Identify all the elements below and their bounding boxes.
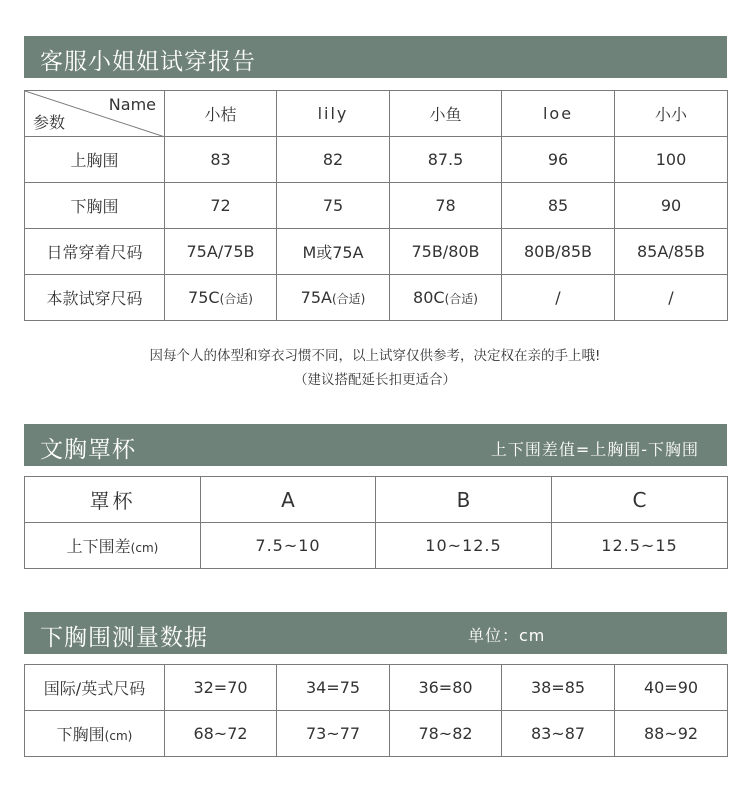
cup-formula: 上下围差值=上胸围-下胸围 [490, 440, 699, 459]
value-cell: 78 [390, 183, 502, 229]
table-row [25, 665, 728, 711]
cup-table [24, 476, 728, 569]
section-header-cup [24, 424, 727, 466]
section-header-underbust [24, 612, 727, 654]
header-name-label: Name [108, 95, 156, 114]
value-cell [277, 275, 390, 321]
value-cell: 83~87 [502, 711, 615, 757]
trial-report-table [24, 90, 728, 321]
value-cell: 87.5 [390, 137, 502, 183]
row-unit: (cm) [104, 729, 133, 743]
value-cell: 83 [165, 137, 277, 183]
table-row [25, 711, 728, 757]
value-cell: 100 [615, 137, 728, 183]
value-cell: 78~82 [390, 711, 502, 757]
diff-cell: 12.5~15 [552, 523, 728, 569]
value-cell: 40=90 [615, 665, 728, 711]
row-label-cell [25, 711, 165, 757]
value-cell: 36=80 [390, 665, 502, 711]
header-param-label: 参数 [33, 113, 66, 132]
row-label: 本款试穿尺码 [25, 275, 165, 321]
cup-cell: C [552, 477, 728, 523]
trial-note: (合适) [444, 292, 478, 306]
value-cell: 38=85 [502, 665, 615, 711]
section-title: 下胸围测量数据 [40, 625, 208, 651]
diff-unit: (cm) [130, 541, 159, 555]
row-label: 下胸围 [25, 183, 165, 229]
suggestion-note: （建议搭配延长扣更适合） [294, 372, 456, 388]
value-cell: 96 [502, 137, 615, 183]
diff-cell: 7.5~10 [201, 523, 376, 569]
trial-size: 80C [413, 288, 445, 307]
value-cell: 90 [615, 183, 728, 229]
value-cell: 75B/80B [390, 229, 502, 275]
value-cell [615, 275, 728, 321]
row-label: 下胸围 [56, 725, 105, 744]
disclaimer-note: 因每个人的体型和穿衣习惯不同，以上试穿仅供参考，决定权在亲的手上哦! [149, 348, 601, 364]
value-cell: 80B/85B [502, 229, 615, 275]
value-cell: 75 [277, 183, 390, 229]
cup-cell: B [376, 477, 552, 523]
section-title: 文胸罩杯 [40, 437, 136, 463]
section-header-trial-report [24, 36, 727, 78]
value-cell: 34=75 [277, 665, 390, 711]
value-cell: M或75A [277, 229, 390, 275]
cup-cell: A [201, 477, 376, 523]
value-cell: 68~72 [165, 711, 277, 757]
trial-note: (合适) [331, 292, 366, 306]
value-cell: 72 [165, 183, 277, 229]
section-title: 客服小姐姐试穿报告 [40, 49, 256, 75]
value-cell [165, 275, 277, 321]
diff-cell: 10~12.5 [376, 523, 552, 569]
row-label: 日常穿着尺码 [25, 229, 165, 275]
name-cell: lily [277, 91, 390, 137]
table-row [25, 275, 728, 321]
name-cell: 小桔 [165, 91, 277, 137]
value-cell: 85A/85B [615, 229, 728, 275]
value-cell [502, 275, 615, 321]
trial-note: (合适) [219, 292, 253, 306]
name-cell: loe [502, 91, 615, 137]
cup-header-label: 罩杯 [25, 477, 201, 523]
unit-label: 单位：cm [468, 626, 546, 645]
value-cell: 75A/75B [165, 229, 277, 275]
table-row [25, 137, 728, 183]
trial-size: / [668, 288, 674, 307]
row-label: 上胸围 [25, 137, 165, 183]
value-cell: 73~77 [277, 711, 390, 757]
trial-size: / [555, 288, 561, 307]
name-cell: 小小 [615, 91, 728, 137]
underbust-table [24, 664, 728, 757]
value-cell: 88~92 [615, 711, 728, 757]
value-cell [390, 275, 502, 321]
header-diagonal-cell [25, 91, 165, 137]
value-cell: 82 [277, 137, 390, 183]
name-cell: 小鱼 [390, 91, 502, 137]
trial-size: 75A [300, 288, 332, 307]
diff-label: 上下围差 [66, 537, 131, 556]
trial-size: 75C [188, 288, 220, 307]
row-label: 国际/英式尺码 [25, 665, 165, 711]
table-row [25, 229, 728, 275]
value-cell: 85 [502, 183, 615, 229]
table-row [25, 183, 728, 229]
value-cell: 32=70 [165, 665, 277, 711]
diff-label-cell [25, 523, 201, 569]
